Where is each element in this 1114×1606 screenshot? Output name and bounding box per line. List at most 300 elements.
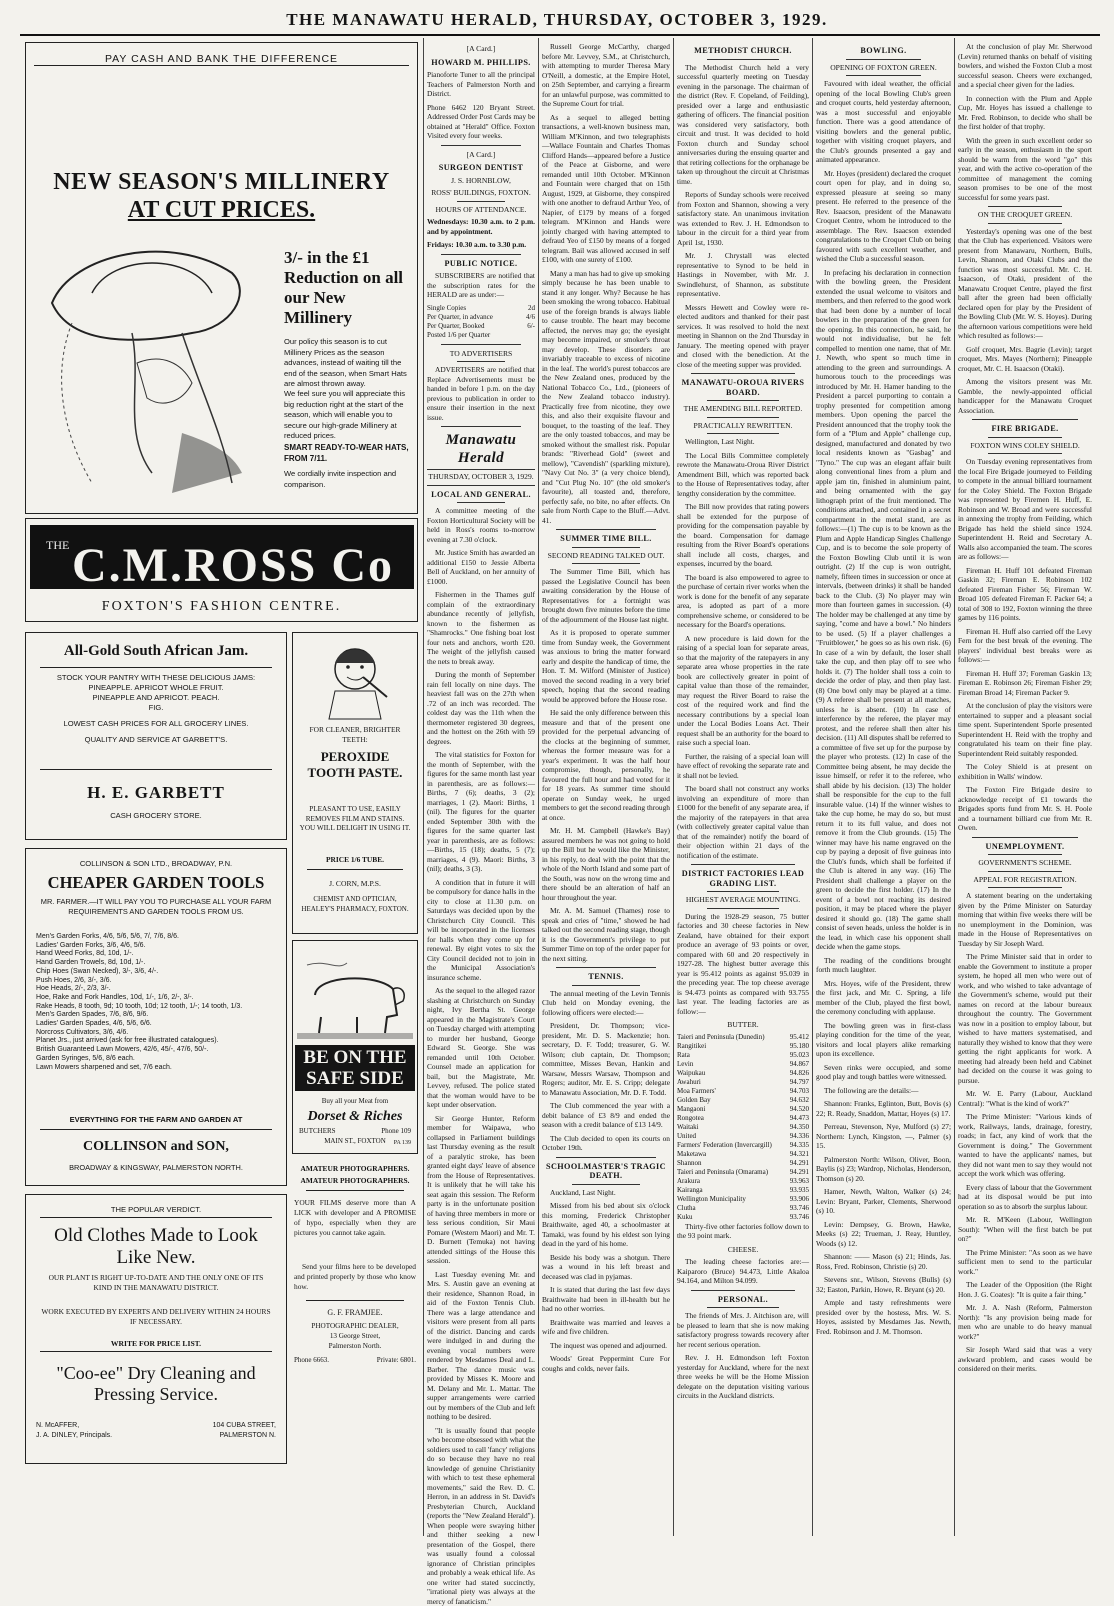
paragraph: President, Dr. Thompson; vice-president, Mr. D. S. Mackenzie; hon. secretary, D. F. Todd; treasurer, G. W. Wilson; club captain, Dr. Thompson; committee, Misses Bevan, Hankin and Warsaw, Messrs Warsaw, Thompson and Rogers; auditor, Mr. E. S. Cripp; delegate to Manawatu Association, Mr. D. F. Todd. bbox=[542, 1021, 670, 1097]
paragraph: The Prime Minister said that in order to enable the Government to institute a proper system, he hoped all men who were out of work, and who wished to take advantage of the Government's scheme, would put their names on record at the labour bureaux throughout the country. The Government was now in a position to employ labour, but wished to have matters systematised, and naturally they wished to know that they were getting the right applicants for work. A meeting had already been held and Cabinet had decided on the course it was going to pursue. bbox=[958, 952, 1092, 1085]
paragraph: Mr. W. E. Parry (Labour, Auckland Central): "What is the kind of work?" bbox=[958, 1089, 1092, 1108]
list-item: British Guaranteed Lawn Mowers, 42/6, 45/-, 47/6, 50/-. bbox=[36, 1046, 278, 1055]
divider bbox=[427, 469, 535, 470]
framjee-private: Private: 6801. bbox=[377, 1356, 416, 1364]
card-phone: Phone 6462 120 Bryant Street. Addressed Order Post Cards may be obtained at "Herald" Office. Foxton Visited every four weeks. bbox=[427, 103, 535, 141]
paragraph: The Prime Minister: "As soon as we have sufficient men to send to the particular work." bbox=[958, 1248, 1092, 1277]
divider bbox=[988, 437, 1062, 438]
list-item: Norcross Cultivators, 3/6, 4/6. bbox=[36, 1029, 278, 1038]
divider bbox=[306, 1190, 404, 1191]
millinery-headline-2: AT CUT PRICES. bbox=[26, 197, 417, 224]
paragraph: Every class of labour that the Government had at its disposal would be put into operation so as to absorb the surplus labour. bbox=[958, 1183, 1092, 1212]
garbett-ad bbox=[25, 632, 287, 840]
row-label: Per Quarter, in advance bbox=[427, 313, 493, 322]
table-row bbox=[427, 322, 535, 331]
tennis-article bbox=[542, 989, 670, 1153]
millinery-headline: NEW SEASON'S MILLINERY bbox=[26, 169, 417, 196]
divider bbox=[457, 361, 505, 362]
unemployment-heading: UNEMPLOYMENT. bbox=[958, 842, 1092, 852]
cheese-text: The leading cheese factories are:—Kaiparoro (Bruce) 94.473, Little Akaloa 94.164, and Milton 94.099. bbox=[677, 1257, 809, 1286]
list-item: Men's Garden Spades, 7/6, 8/6, 9/6. bbox=[36, 1011, 278, 1020]
divider bbox=[556, 529, 656, 530]
divider bbox=[427, 485, 535, 486]
row-value: 94.336 bbox=[790, 1132, 809, 1141]
factories-after: Thirty-five other factories follow down to the 93 point mark. bbox=[677, 1222, 809, 1241]
dorset-name: Dorset & Riches bbox=[293, 1109, 417, 1125]
divider bbox=[441, 426, 521, 427]
paragraph: The Club decided to open its courts on October 19th. bbox=[542, 1134, 670, 1153]
paragraph: The Prime Minister: "Various kinds of work, Railways, lands, drainage, forestry, roads; in fact, any kind of work that the Government is doing." The Government wanted to have the applicants' names, but they did not want men to say they would not accept the work which was offering. bbox=[958, 1112, 1092, 1179]
paragraph: In prefacing his declaration in connection with the bowling green, the President extended the usual welcome to visitors and members, and then referred to the good work that had been done by a number of local bowlers in the preparation of the green for the opening. In this connection, he said, he would not individualise, but he felt compelled to mention one name, that of Mr. J. Newth, who spent so much time in attending to the green and surroundings. A humorous touch to the proceedings was introduced by Mr. H. Hamer handing to the President a parcel purporting to contain a trophy presented for competition among members. Upon opening the parcel the President announced that the trophy took the form of a "Plum and Apple" challenge cup, designed, manufactured and donated by two local residents known as "Gasbag" and "Tyno." The cup was an elegant affair built along conventional lines from a plum and apple jam tin, finished in aluminium paint, and being ornamented with the gay lithograph print of the fruit mentioned. The conditions attached, and contained in a secret compartment in the metal stand, are as follows:—(1) The cup is to be known as the Plum and Apple Handicap Singles Challenge Cup, and is to become the sole property of the Foxton Bowling Club until it is won outright. (2) If the cup is won outright, namely, fifteen times in succession or once at intervals, (between drinks) it shall be handed back to the Club. (3) No player may win more than fourteen games in succession. (4) The holder may be challenged at any time by saying, "come and have a bowl." No hinders to be used. (5) If a player challenges a "Fruitblower," he goes so as his own risk. (6) In case of a win by default, the loser shall take the cup, and then play off to see who holds it. (7) The holder shall toss a coin to decide the order of play, and then play last. (8) One bowl only may be played at a time. (9) A referee shall be present at all matches, unless he is absent. (10) In case of interference by the referee, the player may protest, and the referee shall then alter his decision. (11) All disputes shall be referred to a committee of five set up for the purpose by the player who protests. (12) In case of the Committee being absent, he may decide the issue himself, or refer it to the referee, who shall abide by his decision. (13) The holder shall be responsible for the cup to the full insurable value. (14) If the winner wishes to take the cup home, he may do so, but must return it to its full value, and does not remove it from the Club grounds. (15) The winner may have his name engraved on the cup by paying a deposit of five guineas into the Club's funds, which shall be forfeited if the Club is altered in any way. (16) The President shall challenge a player on the green to decide the first holder. (17) In the event of a bowl not reaching its desired position, it may be placed where the player desired it should go. (18) The game shall consist of seven heads, unless the holder is in the lead, in which case his opponent shall decide when the game stops. bbox=[816, 268, 951, 952]
divider bbox=[40, 769, 272, 770]
garbett-line-6: QUALITY AND SERVICE AT GARBETT'S. bbox=[36, 735, 276, 745]
table-row bbox=[677, 1087, 809, 1096]
millinery-body-2: We feel sure you will appreciate this big reduction right at the start of the season, which will enable you to secure our high-grade Millinery at reduced prices. bbox=[284, 389, 412, 442]
paragraph: During the month of September rain fell locally on nine days. The heaviest fall was on the 27th when .72 of an inch was recorded. The coldest day was the 11th when the thermometer registered 30 degrees, and the hottest on the 26th with 59 degrees. bbox=[427, 670, 535, 746]
dorset-headline: BE ON THE SAFE SIDE bbox=[295, 1045, 415, 1091]
table-row bbox=[677, 1213, 809, 1222]
millinery-ad bbox=[25, 42, 418, 514]
unemployment-subheading-2: APPEAL FOR REGISTRATION. bbox=[958, 875, 1092, 885]
paragraph: The friends of Mrs. J. Aitchison are, will be pleased to learn that she is now making satisfactory progress towards recovery after her recent serious operation. bbox=[677, 1311, 809, 1349]
rivers-subheading-2: PRACTICALLY REWRITTEN. bbox=[677, 421, 809, 431]
row-label: Levin bbox=[677, 1060, 693, 1069]
row-value: 95.412 bbox=[790, 1033, 809, 1042]
row-value: 95.180 bbox=[790, 1042, 809, 1051]
hat-illustration bbox=[32, 233, 262, 503]
framjee-phone: Phone 6663. bbox=[294, 1356, 329, 1364]
cooee-left-1: N. McAFFER, bbox=[36, 1421, 112, 1431]
table-row bbox=[677, 1033, 809, 1042]
table-row bbox=[677, 1114, 809, 1123]
dorset-street: MAIN ST., FOXTON bbox=[293, 1137, 417, 1146]
card-label: [A Card.] bbox=[427, 150, 535, 160]
column-4 bbox=[427, 42, 535, 1536]
dorset-buy: Buy all your Meat from bbox=[293, 1097, 417, 1105]
divider bbox=[441, 254, 521, 255]
paragraph: Perreau, Stevenson, Nye, Mulford (s) 27; Northern: Lynch, Kingston, —, Palmer (s) 15. bbox=[816, 1122, 951, 1151]
paragraph: Sir Joseph Ward said that was a very awkward problem, and cases would be considered on their merits. bbox=[958, 1345, 1092, 1374]
card-name: HOWARD M. PHILLIPS. bbox=[427, 58, 535, 68]
butter-table bbox=[677, 1033, 809, 1222]
row-label: Golden Bay bbox=[677, 1096, 711, 1105]
divider bbox=[457, 201, 505, 202]
paragraph: The annual meeting of the Levin Tennis Club held on Monday evening, the following officers were elected:— bbox=[542, 989, 670, 1018]
bowling-subheading: OPENING OF FOXTON GREEN. bbox=[816, 63, 951, 73]
row-value: 93.935 bbox=[790, 1186, 809, 1195]
row-value: 94.335 bbox=[790, 1141, 809, 1150]
paragraph: The Club commenced the year with a debit balance of £3 8/9 and ended the season with a credit balance of £13 14/9. bbox=[542, 1101, 670, 1130]
paragraph: It is stated that during the last few days Braithwaite had been in ill-health but he had no other worries. bbox=[542, 1285, 670, 1314]
dorset-butchers: BUTCHERS bbox=[299, 1127, 336, 1136]
divider bbox=[846, 75, 921, 76]
divider bbox=[988, 854, 1062, 855]
card-label: [A Card.] bbox=[427, 44, 535, 54]
garbett-line-1: STOCK YOUR PANTRY WITH THESE DELICIOUS JAMS: bbox=[36, 673, 276, 683]
summer-time-heading: SUMMER TIME BILL. bbox=[542, 534, 670, 544]
framjee-title-2: AMATEUR PHOTOGRAPHERS. bbox=[292, 1176, 418, 1185]
paragraph: Mr. A. M. Samuel (Thames) rose to speak and cries of "time," showed he had talked out the second reading stage, though it is the Government's privilege to put Summer Time on top of the order paper for the next sitting. bbox=[542, 906, 670, 963]
paragraph: Ample and tasty refreshments were presided over by the hostess, Mrs. W. S. Hoyes, assisted by Mesdames Jas. Newth, Fred. Robinson and J. M. Thomson. bbox=[816, 1298, 951, 1336]
masthead: THE MANAWATU HERALD, THURSDAY, OCTOBER 3, 1929. bbox=[0, 10, 1114, 30]
paragraph: Stevens snr., Wilson, Stevens (Bulls) (s) 32; Easton, Parkin, Howe, R. Bryant (s) 20. bbox=[816, 1275, 951, 1294]
paragraph: Auckland, Last Night. bbox=[542, 1188, 670, 1198]
list-item: Ladies' Garden Spades, 4/6, 5/6, 6/6. bbox=[36, 1020, 278, 1029]
collinson-everything: EVERYTHING FOR THE FARM AND GARDEN AT bbox=[32, 1115, 280, 1124]
cooee-line-3: WRITE FOR PRICE LIST. bbox=[26, 1339, 286, 1348]
column-rule bbox=[812, 38, 813, 1536]
paragraph: He said the only difference between this measure and that of the present one provided for the perpetual advancing of the clocks at the beginning of summer, whereas the former measure was for a year's experiment. It was the half hour compromise, though, personally, he favoured the full hour and had voted for it for 18 years. As summer time should operate on Sunday week, he urged members to get the second reading through at once. bbox=[542, 708, 670, 822]
divider bbox=[707, 417, 779, 418]
paragraph: Woods' Great Peppermint Cure For coughs and colds, never fails. bbox=[542, 1354, 670, 1373]
advertisers-title: TO ADVERTISERS bbox=[427, 349, 535, 359]
paragraph: Missed from his bed about six o'clock this morning, Frederick Christopher Braithwaite, aged 40, a schoolmaster at Tamaki, was found by his eldest son lying dead in the yard of his home. bbox=[542, 1201, 670, 1249]
factories-subheading: HIGHEST AVERAGE MOUNTING. bbox=[677, 895, 809, 905]
rivers-article bbox=[677, 437, 809, 860]
divider bbox=[707, 400, 779, 401]
ross-ad bbox=[25, 518, 418, 622]
schoolmaster-heading: SCHOOLMASTER'S TRAGIC DEATH. bbox=[542, 1162, 670, 1181]
row-value: 93.746 bbox=[790, 1213, 809, 1222]
millinery-banner: PAY CASH AND BANK THE DIFFERENCE bbox=[26, 53, 417, 65]
divider bbox=[572, 985, 640, 986]
fire-brigade-subheading: FOXTON WINS COLEY SHIELD. bbox=[958, 441, 1092, 451]
paragraph: Russell George McCarthy, charged before Mr. Levvey, S.M., at Christchurch, with attempting to murder Theresa Mary O'Neill, a domestic, at the Empire Hotel, on 25th September, and carrying a firearm for an unlawful purpose, was committed to the Supreme Court for trial. bbox=[542, 42, 670, 109]
millinery-smart-hats: SMART READY-TO-WEAR HATS, FROM 7/11. bbox=[284, 443, 412, 464]
divider bbox=[988, 871, 1062, 872]
paragraph: A new procedure is laid down for the raising of a special loan for separate areas, so that the majority of the ratepayers in any separate area whose properties in the rate book are collectively greater in point of capital value than those of the remainder, may request the River Board to raise the cost of the required work and find the necessary contributions by a special loan under the Local Bodies Loans Act. Their request shall be an authority for the board to raise such a special loan. bbox=[677, 634, 809, 748]
row-value: 94.520 bbox=[790, 1105, 809, 1114]
croquet-heading: ON THE CROQUET GREEN. bbox=[958, 210, 1092, 220]
list-item: Ladies' Garden Forks, 3/6, 4/6, 5/6. bbox=[36, 942, 278, 951]
paragraph: Mr. H. M. Campbell (Hawke's Bay) assured members he was not going to hold up the Bill but he would like the Minister, in his reply, to deal with the point that the whole of the North Island and some part of the South, was now on the wrong time and there should be an alteration of half an hour throughout the year. bbox=[542, 826, 670, 902]
divider bbox=[707, 1307, 779, 1308]
collinson-intro: MR. FARMER.—IT WILL PAY YOU TO PURCHASE ALL YOUR FARM REQUIREMENTS AND GARDEN TOOLS FROM US. bbox=[36, 897, 276, 917]
hours-2: Fridays: 10.30 a.m. to 3.30 p.m. bbox=[427, 240, 535, 250]
paragraph: Hamer, Newth, Walton, Walker (s) 24; Levin: Bryant, Parker, Clements, Sherwood (s) 10. bbox=[816, 1187, 951, 1216]
corn-role: CHEMIST AND OPTICIAN, HEALEY'S PHARMACY, FOXTON. bbox=[299, 895, 411, 914]
paragraph: Braithwaite was married and leaves a wife and five children. bbox=[542, 1318, 670, 1337]
row-label: Maketawa bbox=[677, 1150, 706, 1159]
list-item: Garden Syringes, 5/6, 8/6 each. bbox=[36, 1055, 278, 1064]
row-value: 95.023 bbox=[790, 1051, 809, 1060]
paragraph: Mr. J. Chrystall was elected representative to Synod to be held in Hastings in November, with Mr. J. Swindlehurst, of Shannon, as substitute representative. bbox=[677, 251, 809, 299]
paragraph: Fireman H. Huff 101 defeated Fireman Gaskin 32; Fireman E. Robinson 102 defeated Fireman Fisher 56; Fireman W. Broad 105 defeated Fireman F. Packer 64; a total of 308 to 192, Foxton winning the three games by 116 points. bbox=[958, 566, 1092, 623]
masthead-rule bbox=[20, 34, 1100, 36]
list-item: Push Hoes, 2/6, 3/-, 3/6. bbox=[36, 977, 278, 986]
rivers-subheading-1: THE AMENDING BILL REPORTED. bbox=[677, 404, 809, 414]
table-row bbox=[677, 1195, 809, 1204]
notice-body: SUBSCRIBERS are notified that the subscription rates for the HERALD are as under:— bbox=[427, 271, 535, 300]
row-value: 93.963 bbox=[790, 1177, 809, 1186]
row-label: Clutha bbox=[677, 1204, 696, 1213]
list-item: Hoe, Rake and Fork Handles, 10d, 1/-, 1/6, 2/-, 3/-. bbox=[36, 994, 278, 1003]
paragraph: A condition that in future it will be compulsory for dance halls in the city to close at 11.30 p.m. on Saturdays was decided upon by the Christchurch City Council. This will be incorporated in the licenses for halls when they come up for renewal. By eight votes to six the City Council decided not to join in the Municipal Association's insurance scheme. bbox=[427, 878, 535, 983]
paragraph: On Tuesday evening representatives from the local Fire Brigade journeyed to Feilding to compete in the annual billiard tournament for the Coley Shield. The Foxton Brigade was represented by Firemen H. Huff, E. Robinson and W. Broad and were successful in annexing the trophy from Feilding, which Brigade has held the shield since 1924. Superintendent H. Reid and Secretary A. Walls also accompanied the team. The scores are as follows:— bbox=[958, 457, 1092, 562]
card-body: Pianoforte Tuner to all the principal Teachers of Palmerston North and District. bbox=[427, 70, 535, 99]
divider bbox=[988, 223, 1062, 224]
paragraph: A statement bearing on the undertaking given by the Prime Minister on Saturday morning that within five weeks there will be no unemployment in the Dominion, was made in the House of Representatives on Tuesday by Sir Joseph Ward. bbox=[958, 891, 1092, 948]
methodist-article bbox=[677, 63, 809, 370]
unemployment-subheading-1: GOVERNMENT'S SCHEME. bbox=[958, 858, 1092, 868]
list-item: Hand Garden Trowels, 8d, 10d, 1/-. bbox=[36, 959, 278, 968]
divider bbox=[457, 502, 505, 503]
divider bbox=[441, 344, 521, 345]
framjee-ad bbox=[292, 1160, 418, 1536]
divider bbox=[972, 837, 1078, 838]
paragraph: In connection with the Plum and Apple Cup, Mr. Hoyes has issued a challenge to Mr. Fred. Robinson, to decide who shall be the first holder of that trophy. bbox=[958, 94, 1092, 132]
row-label: Rongotea bbox=[677, 1114, 704, 1123]
paragraph: Mr. R. M'Keen (Labour, Wellington South): "When will the first batch be put on?" bbox=[958, 1215, 1092, 1244]
millinery-subhead: 3/- in the £1 Reduction on all our New Millinery bbox=[284, 248, 412, 328]
garbett-line-3: PINEAPPLE AND APRICOT. PEACH. bbox=[36, 693, 276, 703]
row-value: 94.867 bbox=[790, 1060, 809, 1069]
table-row bbox=[427, 331, 535, 340]
dorset-ad bbox=[292, 940, 418, 1154]
divider bbox=[972, 419, 1078, 420]
row-label: Mangaoni bbox=[677, 1105, 705, 1114]
paragraph: Fishermen in the Thames gulf complain of the extraordinary abundance recently of jellyfish, known to the fishermen as "Shamrocks." One fishing boat lost four nets and anchors, worth £20. The weight of the jellyfish caused the nets to break away. bbox=[427, 590, 535, 666]
paragraph: The reading of the conditions brought forth much laughter. bbox=[816, 956, 951, 975]
bowling-heading: BOWLING. bbox=[816, 46, 951, 56]
table-row bbox=[427, 304, 535, 313]
row-value: 94.350 bbox=[790, 1123, 809, 1132]
row-value: 94.321 bbox=[790, 1150, 809, 1159]
divider bbox=[556, 967, 656, 968]
framjee-role: PHOTOGRAPHIC DEALER, bbox=[292, 1322, 418, 1330]
divider bbox=[40, 667, 272, 668]
cooee-top: THE POPULAR VERDICT. bbox=[26, 1205, 286, 1214]
corn-product: PEROXIDE TOOTH PASTE. bbox=[297, 749, 413, 781]
millinery-invite: We cordially invite inspection and comparison. bbox=[284, 469, 412, 490]
bowling-article bbox=[816, 79, 951, 1336]
paragraph: Seven rinks were occupied, and some good play and tough battles were witnessed. bbox=[816, 1063, 951, 1082]
divider bbox=[40, 1351, 272, 1352]
paragraph: Reports of Sunday schools were received from Foxton and Shannon, showing a very satisfactory state. An unanimous invitation was extended to Rev. J. H. Edmondson to labour in the circuit for a third year from April 1st, 1930. bbox=[677, 190, 809, 247]
paragraph: Shannon: Franks, Eglinton, Butt, Bovis (s) 22; R. Ready, Snaddon, Mattar, Hoyes (s) 17. bbox=[816, 1099, 951, 1118]
collinson-top: COLLINSON & SON LTD., BROADWAY, P.N. bbox=[26, 859, 286, 868]
table-row bbox=[677, 1177, 809, 1186]
section-heading: LOCAL AND GENERAL. bbox=[427, 490, 535, 500]
hours-title: HOURS OF ATTENDANCE. bbox=[427, 205, 535, 215]
paragraph: Mr. Hoyes (president) declared the croquet court open for play, and in doing so, expressed pleasure at seeing so many present. He referred to the presence of the Rev. Isaacson, president of the Manawatu Croquet Centre, whom he introduced to the assemblage. The Rev. Isaacson extended congratulations to the Croquet Club on being favoured with such excellent weather, and wished the Club a successful season. bbox=[816, 169, 951, 264]
row-label: Single Copies bbox=[427, 304, 466, 313]
garbett-line-5: LOWEST CASH PRICES FOR ALL GROCERY LINES. bbox=[36, 719, 276, 729]
table-row bbox=[677, 1150, 809, 1159]
paragraph: "It is usually found that people who become obsessed with what the soldiers used to call 'fancy' religions do so because they have no real knowledge of genuine Christianity with which to test these ephemeral movements," said the Rev. D. C. Herron, in an address in St. David's Presbyterian Church, Auckland (reports the "New Zealand Herald"). When people were swaying hither and thither seeking a new presentation of the Gospel, there was usually found a colossal ignorance of Christian principles and probably a weak ethical life. As one writer had stated succinctly, "irrational piety was always at the mercy of fanaticism." bbox=[427, 1426, 535, 1606]
paragraph: At the conclusion of play the visitors were entertained to supper and a pleasant social time spent. Superintendent Sporle presented Superintendent H. Reid with the trophy and congratulated his team on their fine play. Superintendent Reid suitably responded. bbox=[958, 701, 1092, 758]
cooee-left-2: J. A. DINLEY, Principals. bbox=[36, 1431, 112, 1441]
butter-label: BUTTER. bbox=[677, 1020, 809, 1030]
paragraph: Rev. J. H. Edmondson left Foxton yesterday for Auckland, where for the next three weeks he will be the Home Mission delegate on the deputation visiting various circuits in the Auckland districts. bbox=[677, 1353, 809, 1401]
fire-brigade-article bbox=[958, 457, 1092, 833]
column-rule bbox=[954, 38, 955, 1536]
paragraph: At the conclusion of play Mr. Sherwood (Levin) returned thanks on behalf of visiting bowlers, and wished the Foxton Club a most successful season. Cheers were exchanged, and a special cheer given for the ladies. bbox=[958, 42, 1092, 90]
divider bbox=[306, 1300, 404, 1301]
divider bbox=[40, 1217, 272, 1218]
divider bbox=[34, 65, 409, 66]
cooee-name: "Coo-ee" Dry Cleaning and Pressing Service. bbox=[36, 1363, 276, 1405]
row-value: 2d bbox=[528, 304, 535, 313]
paragraph: The Summer Time Bill, which has passed the Legislative Council has been awaiting consideration by the House of Representatives for a fortnight was brought down five minutes before the time of the adjournment of the House last night. bbox=[542, 567, 670, 624]
paragraph: Many a man has had to give up smoking simply because he has been unable to stand it any longer. Why? Because he has been smoking the wrong tobacco. Habitual use of the foreign brands is always liable to cause trouble. The heart may become affected, the nerves may go; the eyesight may become impaired, or smoker's throat may develop. These disorders are invariably traceable to excess of nicotine in the leaf. The world's purest tobaccos are the New Zealand ones, produced by the National Tobacco Co., Ltd., (pioneers of the New Zealand tobacco industry). Practically free from nicotine, they owe this, and also their exquisite flavour and bouquet, to the toasting of the leaf. They are the only toasted tobaccos, and may be smoked without the smallest risk. Popular brands: "Riverhead Gold" (sweet and mellow), "Cavendish" (sparkling mixture), "Navy Cut No. 3" (a very choice blend), and "Cut Plug No. 10" (the old smoker's favourite), all toasted and, therefore, perfectly safe, no bite, no after effects. On sale from North Cape to the Bluff.—Advt. 41. bbox=[542, 269, 670, 526]
paragraph: As a sequel to alleged betting transactions, a well-known business man, William M'Kinnon, and two telegraphists—Wallace Fountain and Charles Thomas Clifford Hands—appeared before a Justice of the Peace at Gisborne, and were remanded until 10th October. M'Kinnon and Fountain were charged that on 15th August, 1929, at Gisborne, they conspired with one another to defraud Arthur Yeo, of Napier, of £179 by means of a forged telegram. M'Kinnon and Hands were jointly charged with having attempted to defraud Yeo of £150 by means of a forged telegram. Bail was allowed accused in self £100, with one surety of £100. bbox=[542, 113, 670, 265]
row-label: Waipukau bbox=[677, 1069, 705, 1078]
table-row bbox=[677, 1042, 809, 1051]
table-row bbox=[677, 1060, 809, 1069]
paragraph: Favoured with ideal weather, the official opening of the local Bowling Club's green and croquet courts, held yesterday afternoon, was a most successful and enjoyable function. There was a good attendance of visiting bowlers and the general public, together with visiting croquet players, and the Club's grounds presented a gay and animated appearance. bbox=[816, 79, 951, 165]
row-label: Waitaki bbox=[677, 1123, 699, 1132]
row-label: Kuku bbox=[677, 1213, 693, 1222]
list-item: Men's Garden Forks, 4/6, 5/6, 5/6, 7/, 7/6, 8/6. bbox=[36, 933, 278, 942]
divider bbox=[988, 887, 1062, 888]
row-label: Moa Farmers' bbox=[677, 1087, 716, 1096]
table-row bbox=[677, 1123, 809, 1132]
factories-intro: During the 1928-29 season, 75 butter factories and 30 cheese factories in New Zealand, have obtained for their export produce an average of 93 points or over, compared with 60 and 20 respectively in 1927-28. The highest butter average this year is 95.412 points as against 95.039 in the preceding year. The top cheese average is 94.473 points as compared with 93.755 last year. The leading factories are as follow:— bbox=[677, 912, 809, 1017]
personal-heading: PERSONAL. bbox=[677, 1295, 809, 1305]
divider bbox=[988, 206, 1062, 207]
row-value: 4/6 bbox=[526, 313, 535, 322]
cooee-address bbox=[213, 1421, 276, 1441]
ross-tagline: FOXTON'S FASHION CENTRE. bbox=[26, 599, 417, 615]
paragraph: Mr. J. A. Nash (Reform, Palmerston North): "Is any provision being made for men who are unable to do heavy manual work?" bbox=[958, 1303, 1092, 1341]
paragraph: Messrs Hewett and Cowley were re-elected auditors and thanked for their past services. It was resolved to hold the next meeting in Shannon on the 2nd Thursday in January. The meeting opened with prayer and closed with the benediction. At the close of the meeting supper was provided. bbox=[677, 303, 809, 370]
paragraph: The board shall not construct any works involving an expenditure of more than £1000 for the benefit of any separate area, if the majority of the ratepayers in that area (with collectively greater capital value than that of the remainder) notify the board of their objection within 21 days of the notification of the estimate. bbox=[677, 784, 809, 860]
paragraph: As it is proposed to operate summer time from Sunday week, the Government was anxious to bring the matter forward early and despite the handicap of time, the Hon. T. M. Wilford (Minister of Justice) moved the second reading in a very brief speech, hoping that the second reading would be approved before the House rose. bbox=[542, 628, 670, 704]
dentist-name: J. S. HORNBLOW, bbox=[427, 176, 535, 186]
paragraph: Further, the raising of a special loan will have effect of revoking the separate rate and it shall not be levied. bbox=[677, 752, 809, 781]
table-row bbox=[677, 1078, 809, 1087]
divider bbox=[441, 145, 521, 146]
list-item: Rake Heads, 8 tooth, 9d; 10 tooth, 10d; 12 tooth, 1/-; 14 tooth, 1/3. bbox=[36, 1003, 278, 1012]
row-value: 94.797 bbox=[790, 1078, 809, 1087]
paragraph: Sir George Hunter, Reform member for Waipawa, who collapsed in Parliament buildings last Thursday evening as the result of a paralytic stroke, has been granted eight days' leave of absence from the House of Representatives. It is unlikely that he will take his seat again this session. The Reform party is in the unfortunate position of having three members in more or less serious condition, Sir Maui Pomare (Western Maori) and Mr. T. D. Burnett (Temuka) not having attended sittings of the House this session. bbox=[427, 1114, 535, 1266]
corn-ad bbox=[292, 632, 418, 934]
tennis-heading: TENNIS. bbox=[542, 972, 670, 982]
paragraph: The vital statistics for Foxton for the month of September, with the figures for the same month last year in parenthesis, are as follows:—Births, 7 (6); deaths, 3 (2); marriages, 1 (2). Maori: Births, 1 (nil). The figures for the quarter ended September 30th with the figures for the same quarter last year in parenthesis, are as follows:—Births, 15 (18); deaths, 5 (7); marriages, 4 (9). Maori: Births, 3 (nil); deaths, 3 (3). bbox=[427, 750, 535, 874]
cheese-label: CHEESE. bbox=[677, 1245, 809, 1255]
table-row bbox=[677, 1168, 809, 1177]
garbett-line-4: FIG. bbox=[36, 703, 276, 713]
column-rule bbox=[673, 38, 674, 1536]
divider bbox=[691, 864, 795, 865]
row-label: Kairanga bbox=[677, 1186, 703, 1195]
schoolmaster-article bbox=[542, 1188, 670, 1374]
dentist-address: ROSS' BUILDINGS, FOXTON. bbox=[427, 188, 535, 198]
row-label: Arakura bbox=[677, 1177, 700, 1186]
paragraph: As the sequel to the alleged razor slashing at Christchurch on Sunday night, Ivy Bertha St. George appeared in the Magistrate's Court on Tuesday charged with attempting to murder her husband, George Edward St. George. She was remanded until 10th October. Counsel made an application for bail, but the Magistrate, Mr. Levvey, refused. The police stated that the woman would have to be kept under observation. bbox=[427, 986, 535, 1110]
framjee-title-1: AMATEUR PHOTOGRAPHERS. bbox=[292, 1164, 418, 1173]
cattle-illustration bbox=[297, 945, 413, 1041]
row-value: 94.473 bbox=[790, 1114, 809, 1123]
paragraph: Fireman H. Huff 37; Foreman Gaskin 13; Fireman E. Robinson 26; Fireman Fisher 29; Fireman Broad 14; Fireman Packer 9. bbox=[958, 669, 1092, 698]
column-5 bbox=[542, 42, 670, 1536]
child-brushing-illustration bbox=[307, 639, 403, 721]
notice-title: PUBLIC NOTICE. bbox=[427, 259, 535, 269]
garbett-name: H. E. GARBETT bbox=[26, 783, 286, 803]
factories-heading: DISTRICT FACTORIES LEAD GRADING LIST. bbox=[677, 869, 809, 888]
corn-name: J. CORN, M.P.S. bbox=[293, 879, 417, 888]
divider bbox=[307, 869, 403, 870]
divider bbox=[556, 1157, 656, 1158]
paragraph: Last Tuesday evening Mr. and Mrs. S. Austin gave an evening at their residence, Shannon Road, in aid of the Foxton Tennis Club. There was a large attendance and visitors were present from all parts of the district. Dancing and cards were indulged in and during the evening vocal numbers were rendered by Mesdames Deal and L. Barber. The dance music was provided by Misses K. Moore and M. Delany and Mr. L. Mattar. The supper arrangements were carried out by members of the Club and left nothing to be desired. bbox=[427, 1270, 535, 1422]
row-label: Taieri and Peninsula (Omarama) bbox=[677, 1168, 768, 1177]
fire-brigade-heading: FIRE BRIGADE. bbox=[958, 424, 1092, 434]
paragraph: The Local Bills Committee completely rewrote the Manawatu-Oroua River District Amendment Bill, which was reported back to the House of Representatives today, after lengthy consideration by the committee. bbox=[677, 451, 809, 499]
paragraph: Golf croquet, Mrs. Bagrie (Levin); target croquet, Mrs. Mayes (Northern); Pineapple croquet, Mr. C. H. Isaacson (Otaki). bbox=[958, 345, 1092, 374]
dateline: THURSDAY, OCTOBER 3, 1929. bbox=[427, 472, 535, 482]
paragraph: Mr. Justice Smith has awarded an additional £150 to Jessie Alberta Bell of Auckland, on her annuity of £1000. bbox=[427, 548, 535, 586]
table-row bbox=[677, 1096, 809, 1105]
table-row bbox=[677, 1069, 809, 1078]
row-label: Shannon bbox=[677, 1159, 702, 1168]
paragraph: The Bill now provides that rating powers shall be extended for the purpose of providing for the compensation payable by the board. Compensation for damage resulting from the River Board's operations shall include all costs, charges, and expenses, incurred by the board. bbox=[677, 502, 809, 569]
corn-price: PRICE 1/6 TUBE. bbox=[293, 855, 417, 864]
croquet-article bbox=[958, 227, 1092, 416]
dorset-pa: PA 139 bbox=[394, 1139, 411, 1148]
table-row bbox=[677, 1105, 809, 1114]
ross-name-text: C.M.ROSS Co bbox=[72, 539, 394, 592]
divider bbox=[572, 1184, 640, 1185]
list-item: Hand Weed Forks, 8d, 10d, 1/-. bbox=[36, 950, 278, 959]
row-label: Wellington Municipality bbox=[677, 1195, 746, 1204]
dentist-title: SURGEON DENTIST bbox=[427, 163, 535, 173]
cooee-ad bbox=[25, 1194, 287, 1464]
paragraph: A committee meeting of the Foxton Horticultural Society will be held in Ross's rooms to-morrow evening at 7.30 o'clock. bbox=[427, 506, 535, 544]
rates-table bbox=[427, 304, 535, 340]
cooee-line-1: OUR PLANT IS RIGHT UP-TO-DATE AND THE ONLY ONE OF ITS KIND IN THE MANAWATU DISTRICT. bbox=[40, 1273, 272, 1293]
paragraph: Mrs. Hoyes, wife of the President, threw the first jack, and Mr. C. Spring, a life member of the Club, played the first bowl, the ceremony concluding with applause. bbox=[816, 979, 951, 1017]
row-label: Rata bbox=[677, 1051, 690, 1060]
row-label: United bbox=[677, 1132, 696, 1141]
list-item: Planet Jrs., just arrived (ask for free illustrated catalogues). bbox=[36, 1037, 278, 1046]
methodist-heading: METHODIST CHURCH. bbox=[677, 46, 809, 56]
divider bbox=[846, 59, 921, 60]
framjee-body: YOUR FILMS deserve more than A LICK with developer and A PROMISE of hypo, especially when they are pictures you cannot take again. bbox=[294, 1198, 416, 1238]
corn-top: FOR CLEANER, BRIGHTER TEETH: bbox=[297, 725, 413, 744]
divider bbox=[40, 1129, 272, 1130]
corn-body: PLEASANT TO USE, EASILY REMOVES FILM AND STAINS. YOU WILL DELIGHT IN USING IT. bbox=[299, 805, 411, 834]
cooee-headline: Old Clothes Made to Look Like New. bbox=[36, 1225, 276, 1269]
cooee-line-2: WORK EXECUTED BY EXPERTS AND DELIVERY WITHIN 24 HOURS IF NECESSARY. bbox=[40, 1307, 272, 1327]
table-row bbox=[677, 1051, 809, 1060]
collinson-address: BROADWAY & KINGSWAY, PALMERSTON NORTH. bbox=[26, 1163, 286, 1172]
divider bbox=[691, 1290, 795, 1291]
table-row bbox=[677, 1159, 809, 1168]
table-row bbox=[677, 1186, 809, 1195]
garbett-store: CASH GROCERY STORE. bbox=[26, 811, 286, 820]
summer-time-article bbox=[542, 567, 670, 963]
table-row bbox=[427, 313, 535, 322]
row-value: 93.746 bbox=[790, 1204, 809, 1213]
paper-flag: Manawatu Herald bbox=[427, 431, 535, 467]
dorset-phone: Phone 109 bbox=[381, 1127, 411, 1136]
divider bbox=[572, 563, 640, 564]
ross-logo bbox=[30, 521, 414, 593]
paragraph: Yesterday's opening was one of the best that the Club has experienced. Visitors were present from Manawaru, Northern, Bulls, Levin, Shannon, and Otaki Clubs and the function was most successful. Mr. C. H. Isaacson, of Otaki, president of the Manawatu Croquet Centre, played the first ball after the green had been officially declared open for play by the President of the Bowling Club (Mr. W. S. Hoyes). During the afternoon various competitions were held which resulted as follows:— bbox=[958, 227, 1092, 341]
row-value: 94.291 bbox=[790, 1168, 809, 1177]
cooee-right-1: 104 CUBA STREET, bbox=[213, 1421, 276, 1431]
row-value: 94.291 bbox=[790, 1159, 809, 1168]
divider bbox=[707, 433, 779, 434]
collinson-headline: CHEAPER GARDEN TOOLS bbox=[26, 873, 286, 893]
paragraph: Among the visitors present was Mr. Gamble, the newly-appointed official handicapper for the Manawatu Croquet Association. bbox=[958, 377, 1092, 415]
row-label: Posted 1/6 per Quarter bbox=[427, 331, 490, 340]
divider bbox=[707, 59, 779, 60]
personal-article bbox=[677, 1311, 809, 1401]
row-value: 94.632 bbox=[790, 1096, 809, 1105]
column-6 bbox=[677, 42, 809, 1536]
